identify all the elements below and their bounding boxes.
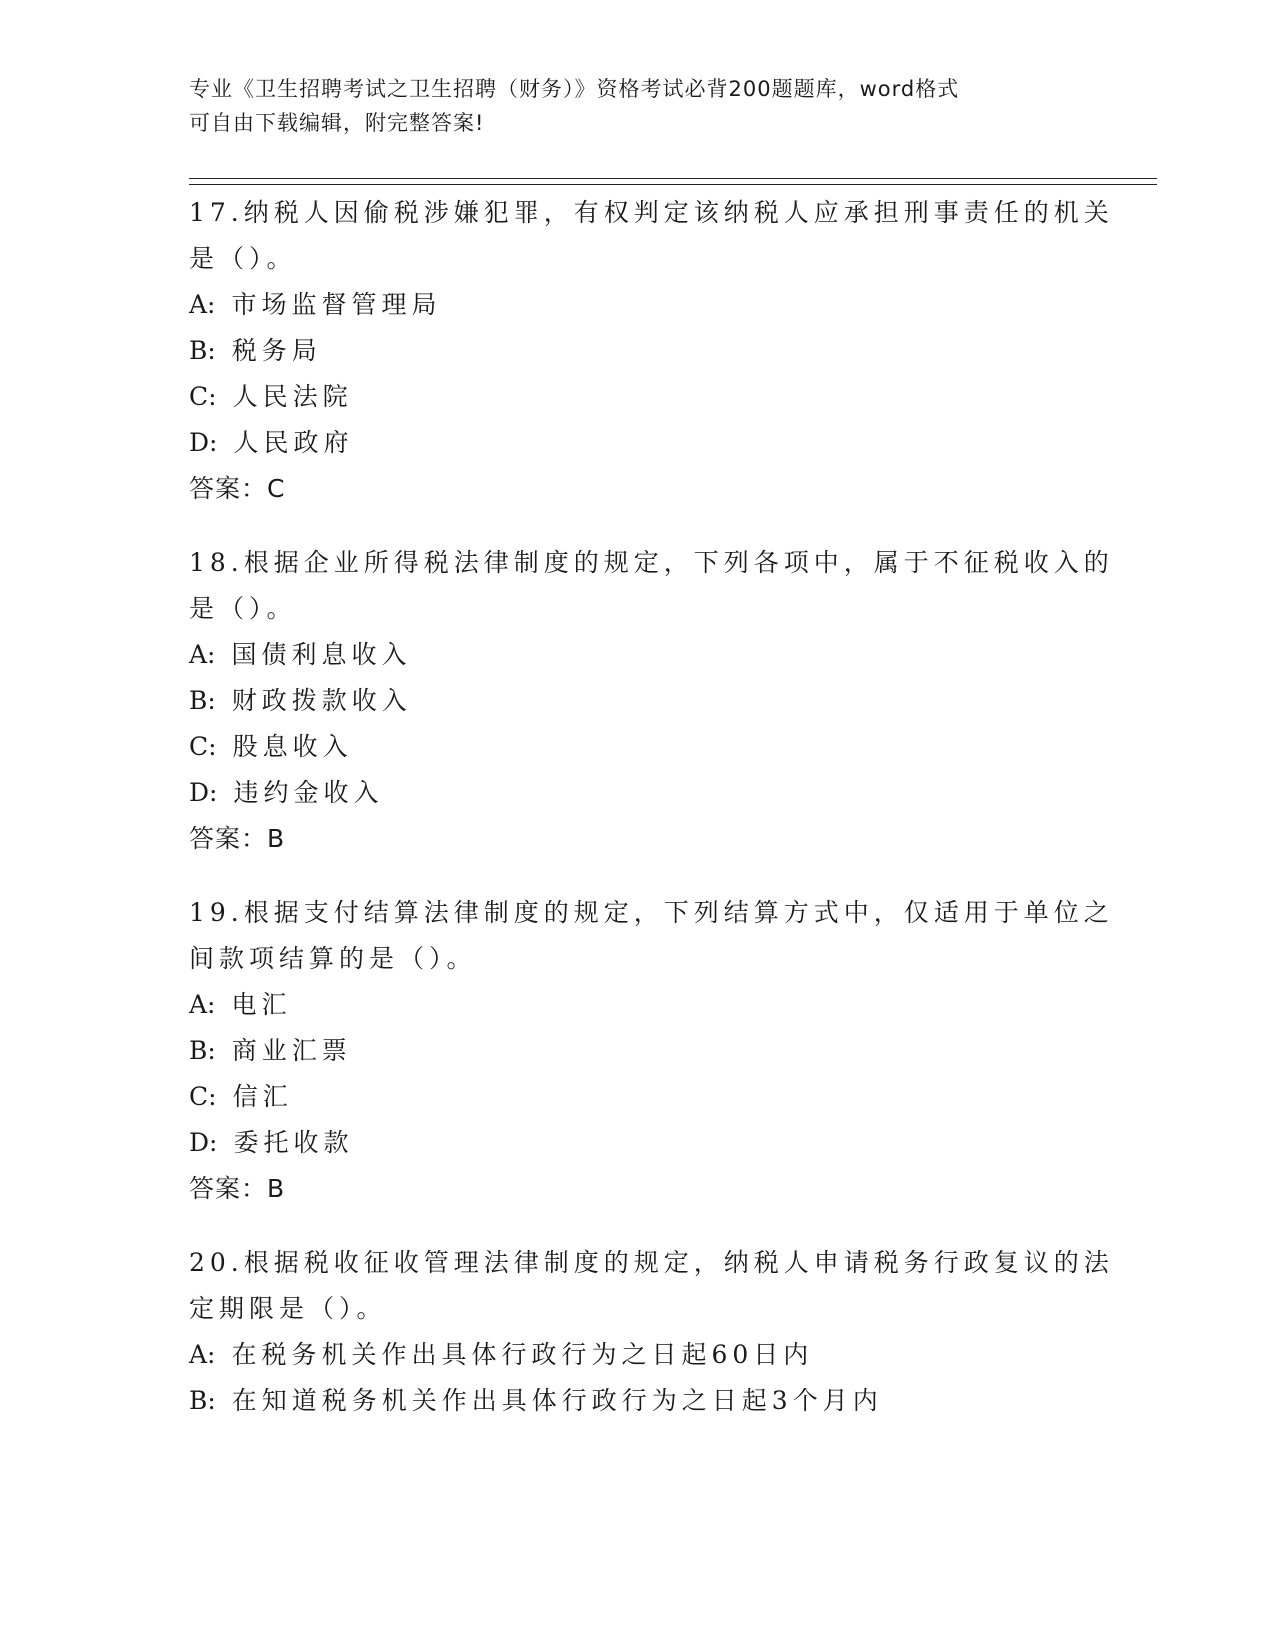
question-text-line: 是（）。	[189, 244, 297, 273]
question-text-line: 间款项结算的是（）。	[189, 944, 477, 973]
option-d	[189, 1120, 1089, 1166]
question-text-line: 18.根据企业所得税法律制度的规定，下列各项中，属于不征税收入的	[189, 548, 1114, 577]
option-key: D:	[189, 1128, 218, 1157]
question-text	[189, 190, 1114, 282]
option-text: 股息收入	[232, 732, 353, 761]
option-b	[189, 678, 1089, 724]
option-key: A:	[189, 990, 216, 1019]
question-text	[189, 540, 1114, 632]
option-text: 电汇	[231, 990, 292, 1019]
question-text-line: 20.根据税收征收管理法律制度的规定，纳税人申请税务行政复议的法	[189, 1248, 1114, 1277]
option-key: A:	[189, 290, 216, 319]
option-a	[189, 982, 1089, 1028]
option-b	[189, 1028, 1089, 1074]
option-text: 违约金收入	[233, 778, 384, 807]
option-text: 财政拨款收入	[231, 686, 412, 715]
answer-line: 答案：B	[189, 824, 286, 853]
question-19	[189, 890, 1114, 1212]
option-d	[189, 770, 1089, 816]
option-text: 委托收款	[233, 1128, 354, 1157]
header-line-1: 专业《卫生招聘考试之卫生招聘（财务）》资格考试必背200题题库，word格式	[189, 77, 960, 101]
option-text: 在税务机关作出具体行政行为之日起60日内	[231, 1340, 814, 1369]
question-17	[189, 190, 1114, 512]
header-divider-bottom	[189, 184, 1157, 185]
option-text: 人民法院	[232, 382, 353, 411]
answer-line: 答案：B	[189, 1174, 286, 1203]
option-text: 信汇	[232, 1082, 293, 1111]
option-c	[189, 374, 1089, 420]
option-c	[189, 1074, 1089, 1120]
option-key: B:	[189, 1036, 216, 1065]
option-key: D:	[189, 428, 218, 457]
option-key: B:	[189, 1386, 216, 1415]
option-key: C:	[189, 1082, 217, 1111]
answer-line: 答案：C	[189, 474, 286, 503]
option-a	[189, 632, 1089, 678]
option-key: A:	[189, 640, 216, 669]
question-list	[189, 190, 1114, 1452]
question-text	[189, 890, 1114, 982]
header-divider-top	[189, 178, 1157, 179]
option-c	[189, 724, 1089, 770]
question-18	[189, 540, 1114, 862]
option-text: 在知道税务机关作出具体行政行为之日起3个月内	[231, 1386, 883, 1415]
option-key: C:	[189, 382, 217, 411]
option-a	[189, 1332, 1089, 1378]
question-text-line: 17.纳税人因偷税涉嫌犯罪，有权判定该纳税人应承担刑事责任的机关	[189, 198, 1114, 227]
header-line-2: 可自由下载编辑，附完整答案!	[189, 111, 485, 135]
option-key: A:	[189, 1340, 216, 1369]
question-text-line: 定期限是（）。	[189, 1294, 387, 1323]
document-header	[189, 72, 1069, 140]
option-key: B:	[189, 686, 216, 715]
option-text: 市场监督管理局	[231, 290, 442, 319]
option-b	[189, 328, 1089, 374]
option-key: D:	[189, 778, 218, 807]
option-text: 商业汇票	[231, 1036, 352, 1065]
question-text-line: 19.根据支付结算法律制度的规定，下列结算方式中，仅适用于单位之	[189, 898, 1114, 927]
option-key: C:	[189, 732, 217, 761]
option-text: 国债利息收入	[231, 640, 412, 669]
option-b	[189, 1378, 1089, 1424]
option-text: 人民政府	[233, 428, 354, 457]
question-20	[189, 1240, 1114, 1424]
option-a	[189, 282, 1089, 328]
question-text-line: 是（）。	[189, 594, 297, 623]
question-text	[189, 1240, 1114, 1332]
option-text: 税务局	[231, 336, 322, 365]
option-d	[189, 420, 1089, 466]
option-key: B:	[189, 336, 216, 365]
